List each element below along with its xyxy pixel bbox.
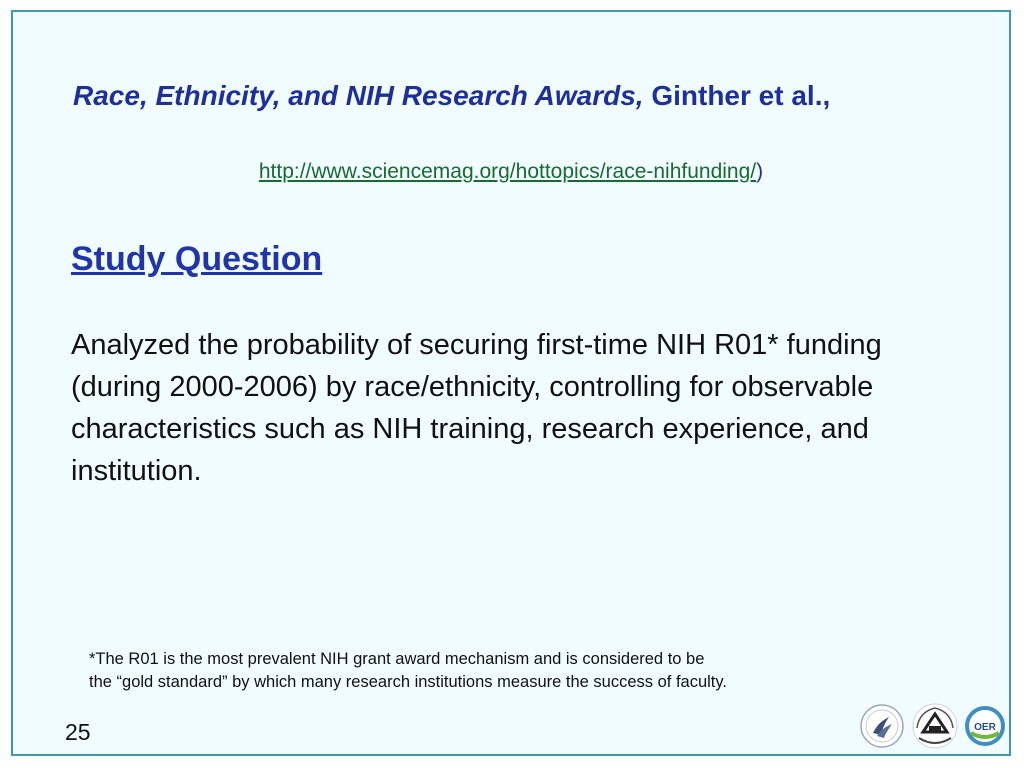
footer-logos [859, 702, 1005, 750]
slide [11, 10, 1011, 756]
page-number: 25 [65, 719, 91, 745]
url-close-paren: ) [756, 160, 764, 183]
nih-logo-icon [909, 702, 961, 750]
paper-title: Race, Ethnicity, and NIH Research Awards, [73, 80, 644, 111]
paper-authors: Ginther et al., [643, 80, 831, 111]
study-question-text: Analyzed the probability of securing first-time NIH R01* funding (during 2000-2006) by race/ethnicity, controlling for observable characteristics such as NIH training, research experience, and institution. [71, 329, 882, 487]
section-heading[interactable]: Study Question [71, 240, 323, 278]
hhs-seal-icon [859, 703, 905, 749]
oer-logo-text: OER [974, 722, 996, 733]
footnote-line-1: *The R01 is the most prevalent NIH grant award mechanism and is considered to be [89, 650, 705, 668]
footnote-line-2: the “gold standard” by which many research institutions measure the success of faculty. [89, 673, 727, 691]
citation-title [73, 80, 830, 112]
citation-url-line [13, 160, 1009, 184]
oer-logo-icon [965, 703, 1005, 749]
citation-link[interactable]: http://www.sciencemag.org/hottopics/race-nihfunding/ [258, 160, 757, 183]
footnote [89, 648, 909, 694]
